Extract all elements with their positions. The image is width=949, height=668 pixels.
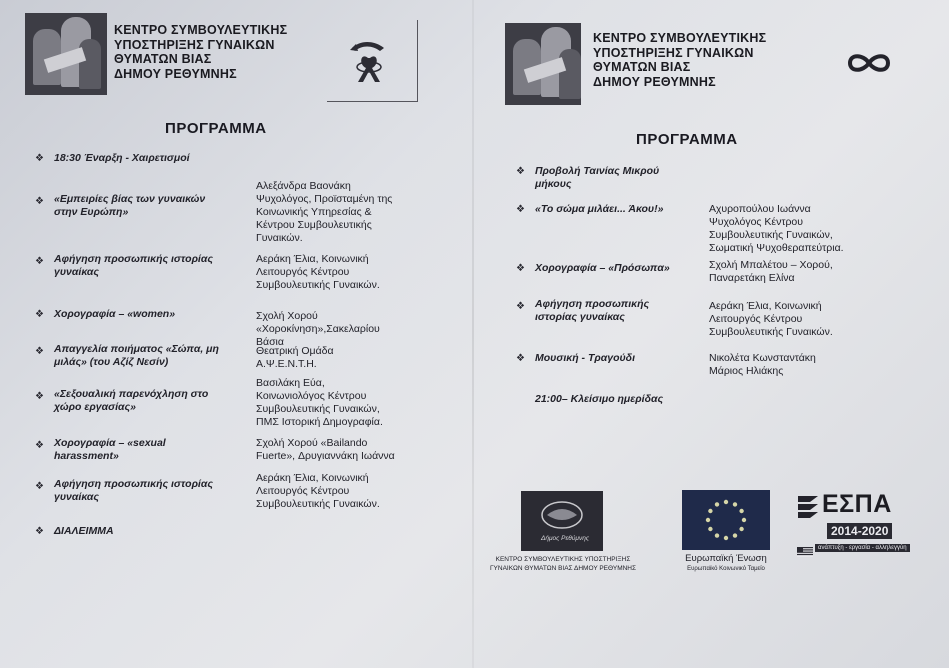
speaker-line: Λειτουργός Κέντρου <box>256 266 350 278</box>
speaker-line: ΠΜΣ Ιστορική Δημογραφία. <box>256 416 383 428</box>
bullet-icon: ❖ <box>35 391 44 402</box>
program-item-left-6 <box>54 388 208 414</box>
eu-star-icon <box>733 502 737 506</box>
program-item-line: Χορογραφία – «women» <box>54 308 176 320</box>
program-item-line: Απαγγελία ποιήματος «Σώπα, μη <box>54 343 219 355</box>
speaker-line: Κοινωνικής Υπηρεσίας & <box>256 206 372 218</box>
speaker-line: Αχυροπούλου Ιωάννα <box>709 203 811 215</box>
speaker-line: Νικολέτα Κωνσταντάκη <box>709 352 816 364</box>
org-title-right: ΚΕΝΤΡΟ ΣΥΜΒΟΥΛΕΥΤΙΚΗΣ ΥΠΟΣΤΗΡΙΞΗΣ ΓΥΝΑΙΚΩΝ ΘΥΜΑΤΩΝ ΒΙΑΣ ΔΗΜΟΥ ΡΕΘΥΜΝΗΣ <box>593 31 767 89</box>
program-speaker-left-3 <box>256 253 380 292</box>
eu-fund-caption: Ευρωπαϊκό Κοινωνικό Ταμείο <box>687 566 765 572</box>
speaker-line: Σχολή Χορού «Bailando <box>256 437 368 449</box>
bullet-icon: ❖ <box>35 153 44 164</box>
speaker-line: Σωματική Ψυχοθεραπεύτρια. <box>709 242 844 254</box>
eu-star-icon <box>733 533 737 537</box>
speaker-line: Αεράκη Έλια, Κοινωνική <box>256 253 369 265</box>
program-item-line: χώρο εργασίας» <box>54 401 136 413</box>
program-item-right-4 <box>535 298 649 324</box>
espa-logo-word: ΕΣΠΑ <box>822 490 892 518</box>
closing-item: 21:00– Κλείσιμο ημερίδας <box>535 393 664 405</box>
ribbon-hand-icon <box>346 38 392 86</box>
eu-star-icon <box>706 518 710 522</box>
bullet-icon: ❖ <box>35 440 44 451</box>
bullet-icon: ❖ <box>35 481 44 492</box>
program-item-line: «Εμπειρίες βίας των γυναικών <box>54 193 206 205</box>
program-speaker-left-6 <box>256 377 383 429</box>
speaker-line: Σχολή Μπαλέτου – Χορού, <box>709 259 833 271</box>
eu-star-icon <box>739 527 743 531</box>
program-item-line: Μουσική - Τραγούδι <box>535 352 636 364</box>
program-item-left-8 <box>54 478 213 504</box>
bullet-icon: ❖ <box>516 263 525 274</box>
bullet-icon: ❖ <box>516 353 525 364</box>
speaker-line: Λειτουργός Κέντρου <box>709 313 803 325</box>
program-item-right-1 <box>535 165 659 191</box>
speaker-line: Αλεξάνδρα Βαονάκη <box>256 180 351 192</box>
program-item-line: στην Ευρώπη» <box>54 206 129 218</box>
bullet-icon: ❖ <box>35 346 44 357</box>
program-item-right-2 <box>535 203 663 216</box>
program-item-line: Χορογραφία – «sexual <box>54 437 166 449</box>
program-speaker-right-5 <box>709 352 816 378</box>
program-title-right: ΠΡΟΓΡΑΜΜΑ <box>636 131 738 148</box>
program-item-line: Αφήγηση προσωπικής <box>535 298 650 310</box>
program-speaker-left-5 <box>256 345 334 371</box>
speaker-line: Βάσια <box>256 336 284 348</box>
program-speaker-right-2 <box>709 203 844 255</box>
eu-star-icon <box>708 509 712 513</box>
program-item-line: Αφήγηση προσωπικής ιστορίας <box>54 253 213 265</box>
bullet-icon: ❖ <box>35 256 44 267</box>
program-item-line: ΔΙΑΛΕΙΜΜΑ <box>54 525 114 537</box>
bullet-icon: ❖ <box>516 301 525 312</box>
speaker-line: Βασιλάκη Εύα, <box>256 377 325 389</box>
eu-caption: Ευρωπαϊκή Ένωση <box>685 553 767 564</box>
municipality-logo-text: Δήμος Ρεθύμνης <box>541 535 589 542</box>
page-fold <box>472 0 474 668</box>
speaker-line: Θεατρική Ομάδα <box>256 345 334 357</box>
speaker-line: Γυναικών. <box>256 232 303 244</box>
program-item-line: γυναίκας <box>54 491 99 503</box>
speaker-line: Σχολή Χορού <box>256 310 318 322</box>
eu-flag <box>682 490 770 550</box>
program-speaker-left-4 <box>256 310 380 349</box>
speaker-line: Μάριος Ηλιάκης <box>709 365 784 377</box>
espa-years: 2014-2020 <box>827 523 892 539</box>
bullet-icon: ❖ <box>516 204 525 215</box>
program-speaker-left-8 <box>256 472 380 511</box>
program-item-line: harassment» <box>54 450 119 462</box>
program-item-left-7 <box>54 437 166 463</box>
greek-flag-icon <box>797 544 813 554</box>
program-item-line: «Το σώμα μιλάει... Άκου!» <box>535 203 664 215</box>
bullet-icon: ❖ <box>35 309 44 320</box>
program-item-left-4 <box>54 308 175 321</box>
program-speaker-left-7 <box>256 437 395 463</box>
speaker-line: Ψυχολόγος, Προϊσταμένη της <box>256 193 393 205</box>
speaker-line: Α.Ψ.Ε.Ν.Τ.Η. <box>256 358 317 370</box>
program-item-line: ιστορίας γυναίκας <box>535 311 625 323</box>
bullet-icon: ❖ <box>35 526 44 537</box>
eu-star-icon <box>724 536 728 540</box>
speaker-line: Ψυχολόγος Κέντρου <box>709 216 804 228</box>
speaker-line: Παναρετάκη Ελίνα <box>709 272 795 284</box>
program-speaker-right-4 <box>709 300 833 339</box>
header-rule-horizontal <box>327 101 418 102</box>
bullet-icon: ❖ <box>516 166 525 177</box>
eu-star-icon <box>739 509 743 513</box>
eu-star-icon <box>715 502 719 506</box>
eu-star-icon <box>742 518 746 522</box>
espa-slogan: ανάπτυξη - εργασία - αλληλεγγύη <box>815 544 910 552</box>
speaker-line: Κέντρου Συμβουλευτικής <box>256 219 372 231</box>
municipality-caption: ΚΕΝΤΡΟ ΣΥΜΒΟΥΛΕΥΤΙΚΗΣ ΥΠΟΣΤΗΡΙΞΗΣ ΓΥΝΑΙΚΩΝ ΘΥΜΑΤΩΝ ΒΙΑΣ ΔΗΜΟΥ ΡΕΘΥΜΝΗΣ <box>489 556 637 572</box>
program-item-line: Αφήγηση προσωπικής ιστορίας <box>54 478 213 490</box>
program-item-line: 18:30 Έναρξη - Χαιρετισμοί <box>54 152 190 164</box>
center-logo-left <box>25 13 107 95</box>
speaker-line: Λειτουργός Κέντρου <box>256 485 350 497</box>
eu-star-icon <box>715 533 719 537</box>
speaker-line: Fuerte», Δρυγιαννάκη Ιωάννα <box>256 450 395 462</box>
espa-stripes-icon <box>796 493 820 521</box>
speaker-line: Αεράκη Έλια, Κοινωνική <box>256 472 369 484</box>
program-item-line: γυναίκας <box>54 266 99 278</box>
program-item-left-3 <box>54 253 213 279</box>
speaker-line: Συμβουλευτικής Γυναικών. <box>256 498 380 510</box>
speaker-line: Κοινωνιολόγος Κέντρου <box>256 390 367 402</box>
program-item-left-2 <box>54 193 205 219</box>
speaker-line: Συμβουλευτικής Γυναικών, <box>256 403 380 415</box>
eu-star-icon <box>724 500 728 504</box>
program-item-line: «Σεξουαλική παρενόχληση στο <box>54 388 209 400</box>
program-item-line: Προβολή Ταινίας Μικρού <box>535 165 660 177</box>
speaker-line: Συμβουλευτικής Γυναικών. <box>709 326 833 338</box>
speaker-line: Συμβουλευτικής Γυναικών. <box>256 279 380 291</box>
program-speaker-left-2 <box>256 180 392 245</box>
program-item-line: μήκους <box>535 178 572 190</box>
program-item-line: μιλάς» (του Αζίζ Νεσίν) <box>54 356 169 368</box>
municipality-logo <box>521 491 603 551</box>
eu-star-icon <box>708 527 712 531</box>
org-title-left: ΚΕΝΤΡΟ ΣΥΜΒΟΥΛΕΥΤΙΚΗΣ ΥΠΟΣΤΗΡΙΞΗΣ ΓΥΝΑΙΚΩΝ ΘΥΜΑΤΩΝ ΒΙΑΣ ΔΗΜΟΥ ΡΕΘΥΜΝΗΣ <box>114 23 288 81</box>
bullet-icon: ❖ <box>35 196 44 207</box>
header-rule-vertical <box>417 20 418 102</box>
program-title-left: ΠΡΟΓΡΑΜΜΑ <box>165 120 267 137</box>
program-item-left-9 <box>54 525 114 538</box>
program-item-right-3 <box>535 262 670 275</box>
speaker-line: Συμβουλευτικής Γυναικών, <box>709 229 833 241</box>
center-logo-right <box>505 23 581 105</box>
speaker-line: «Χοροκίνηση»,Σακελαρίου <box>256 323 380 335</box>
speaker-line: Αεράκη Έλια, Κοινωνική <box>709 300 822 312</box>
program-item-right-5 <box>535 352 635 365</box>
program-item-line: Χορογραφία – «Πρόσωπα» <box>535 262 670 274</box>
program-speaker-right-3 <box>709 259 833 285</box>
program-item-left-1 <box>54 152 190 165</box>
infinity-icon <box>846 51 892 75</box>
program-item-left-5 <box>54 343 219 369</box>
